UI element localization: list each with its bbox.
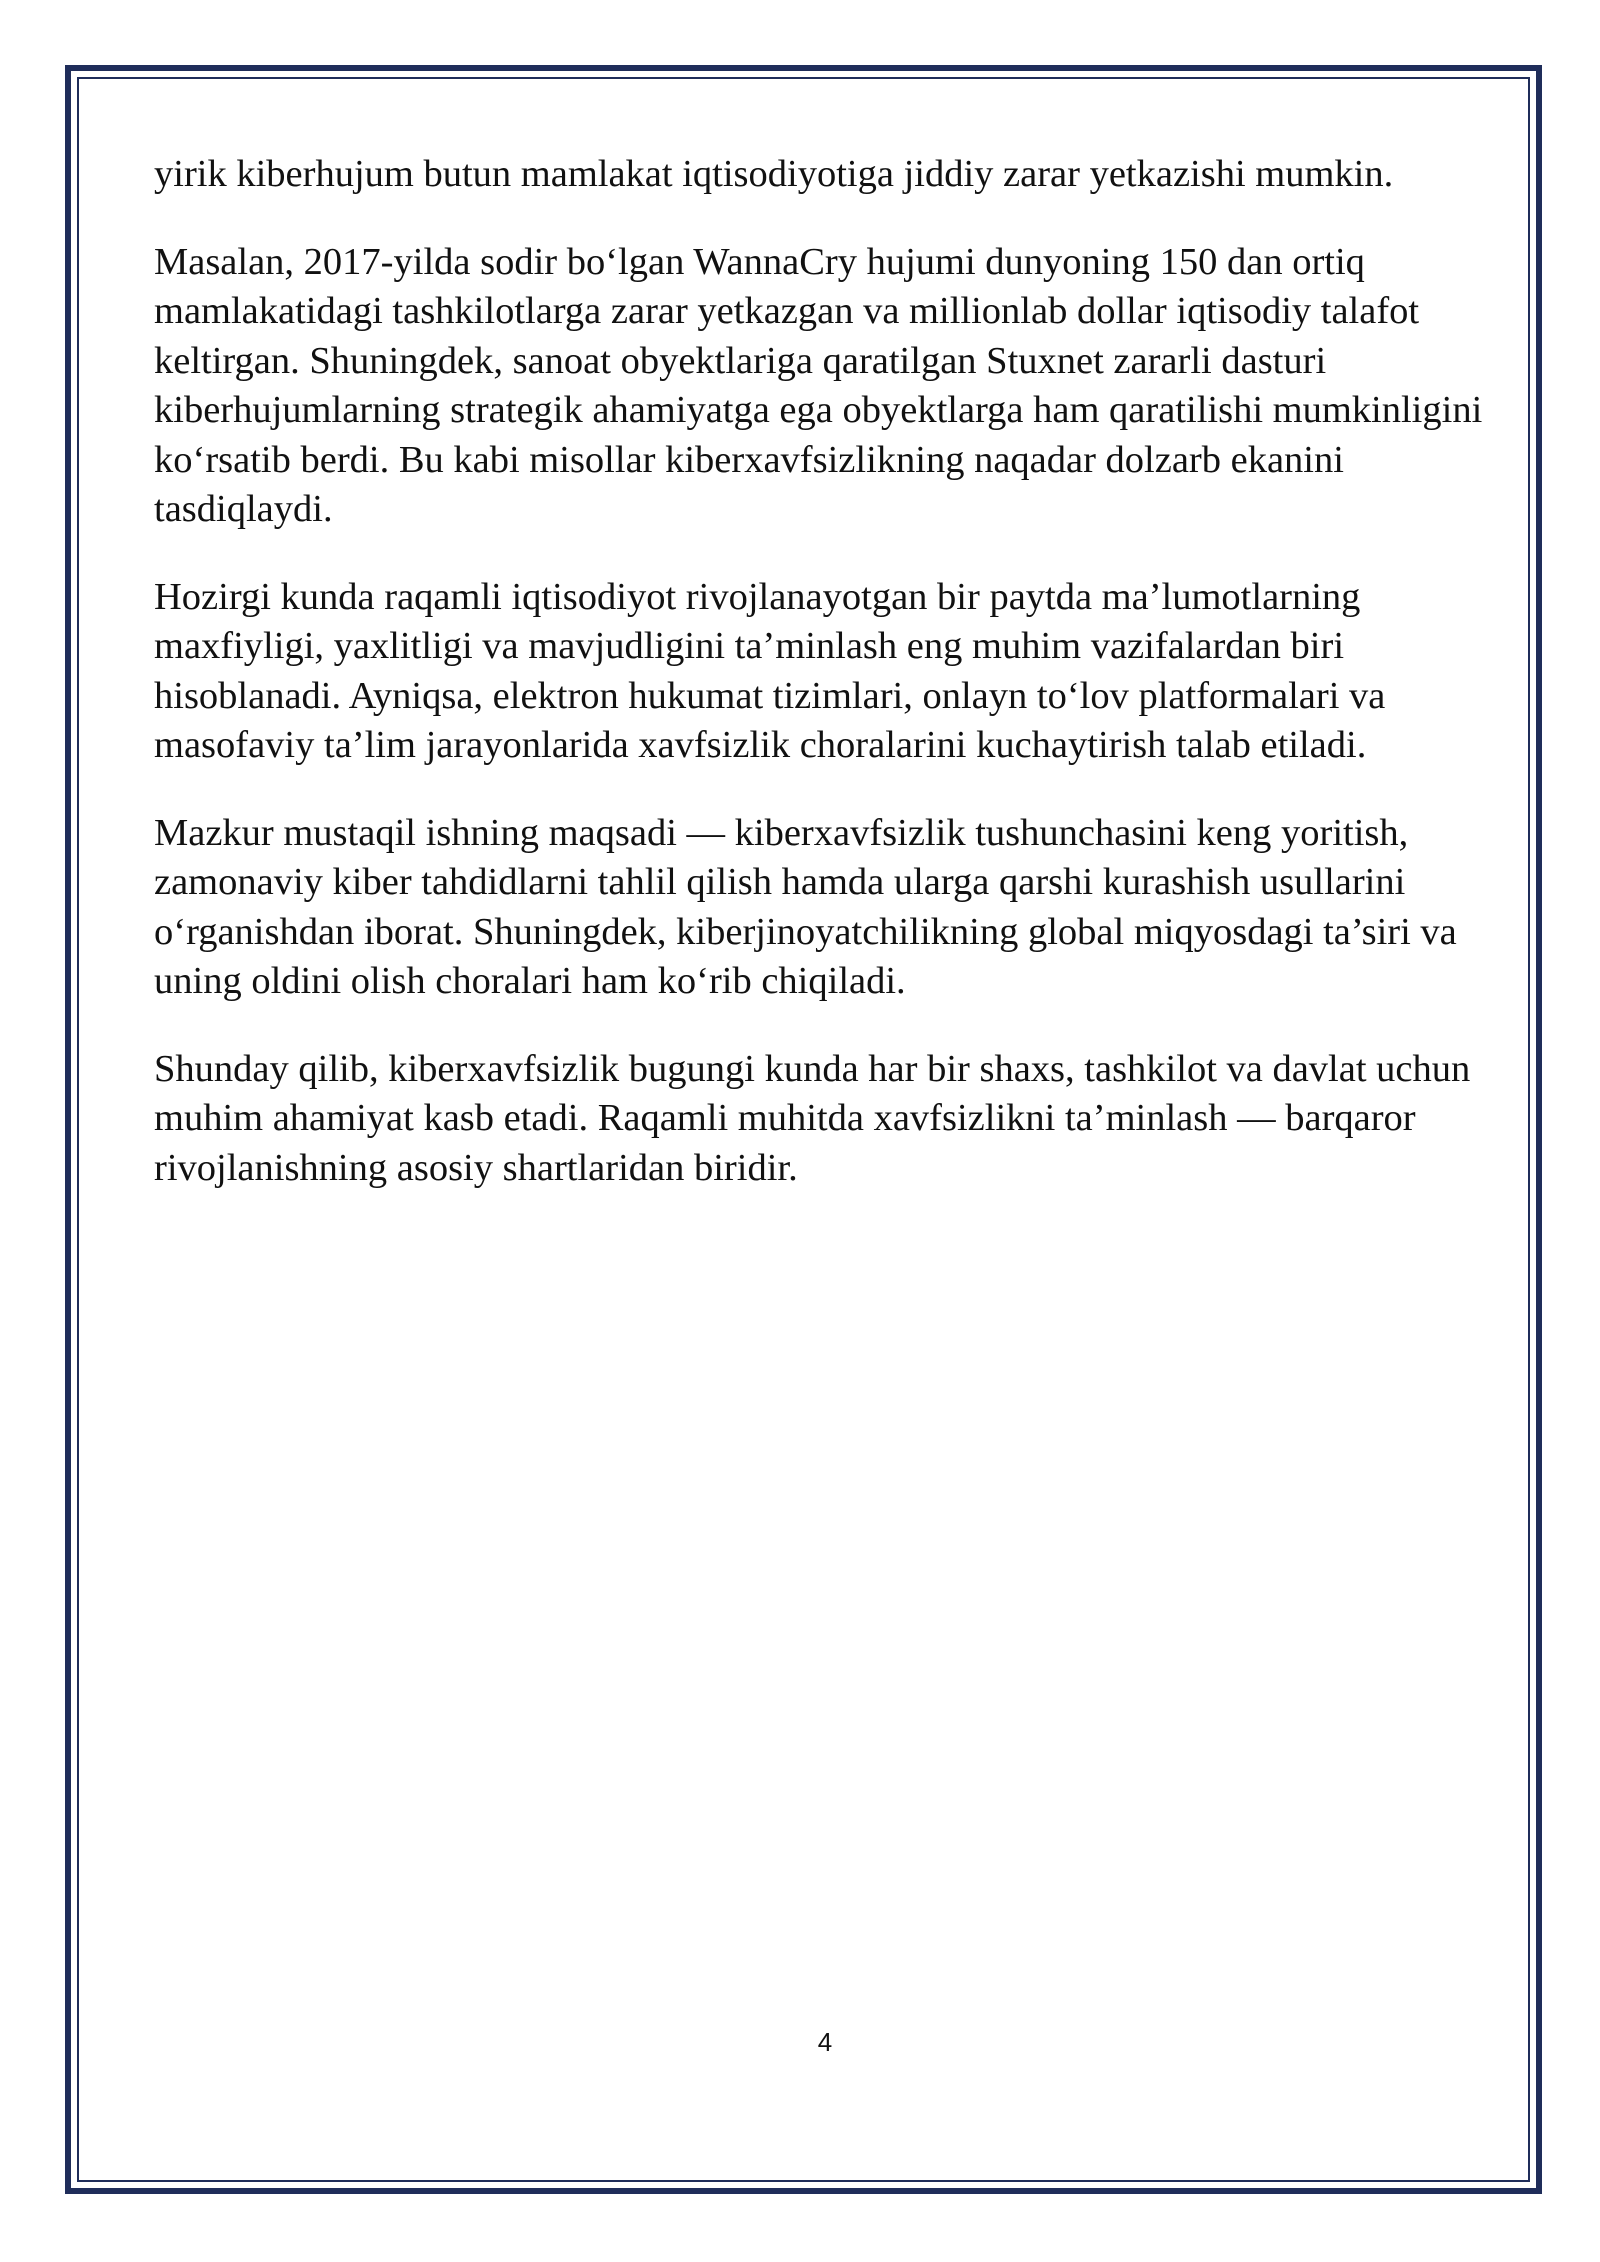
paragraph-5: Shunday qilib, kiberxavfsizlik bugungi kunda har bir shaxs, tashkilot va davlat uchun muhim ahamiyat kasb etadi. Raqamli muhitda xavfsizlikni ta’minlash — barqaror rivojlanishning asosiy shartlaridan biridir. — [154, 1047, 1471, 1189]
page-number: 4 — [817, 2027, 833, 2057]
document-body — [154, 150, 1514, 1231]
paragraph-3: Hozirgi kunda raqamli iqtisodiyot rivojlanayotgan bir paytda ma’lumotlarning maxfiyligi, yaxlitligi va mavjudligini ta’minlash eng muhim vazifalardan biri hisoblanadi. Ayniqsa, elektron hukumat tizimlari, onlayn toʻlov platformalari va masofaviy ta’lim jarayonlarida xavfsizlik choralarini kuchaytirish talab etiladi. — [154, 575, 1386, 766]
paragraph-4: Mazkur mustaqil ishning maqsadi — kiberxavfsizlik tushunchasini keng yoritish, zamonaviy kiber tahdidlarni tahlil qilish hamda ularga qarshi kurashish usullarini oʻrganishdan iborat. Shuningdek, kiberjinoyatchilikning global miqyosdagi ta’siri va uning oldini olish choralari ham koʻrib chiqiladi. — [154, 811, 1457, 1002]
paragraph-1: yirik kiberhujum butun mamlakat iqtisodiyotiga jiddiy zarar yetkazishi mumkin. — [154, 153, 1394, 195]
paragraph-2: Masalan, 2017-yilda sodir boʻlgan WannaCry hujumi dunyoning 150 dan ortiq mamlakatidagi tashkilotlarga zarar yetkazgan va millionlab dollar iqtisodiy talafot keltirgan. Shuningdek, sanoat obyektlariga qaratilgan Stuxnet zararli dasturi kiberhujumlarning strategik ahamiyatga ega obyektlarga ham qaratilishi mumkinligini koʻrsatib berdi. Bu kabi misollar kiberxavfsizlikning naqadar dolzarb ekanini tasdiqlaydi. — [154, 240, 1483, 530]
